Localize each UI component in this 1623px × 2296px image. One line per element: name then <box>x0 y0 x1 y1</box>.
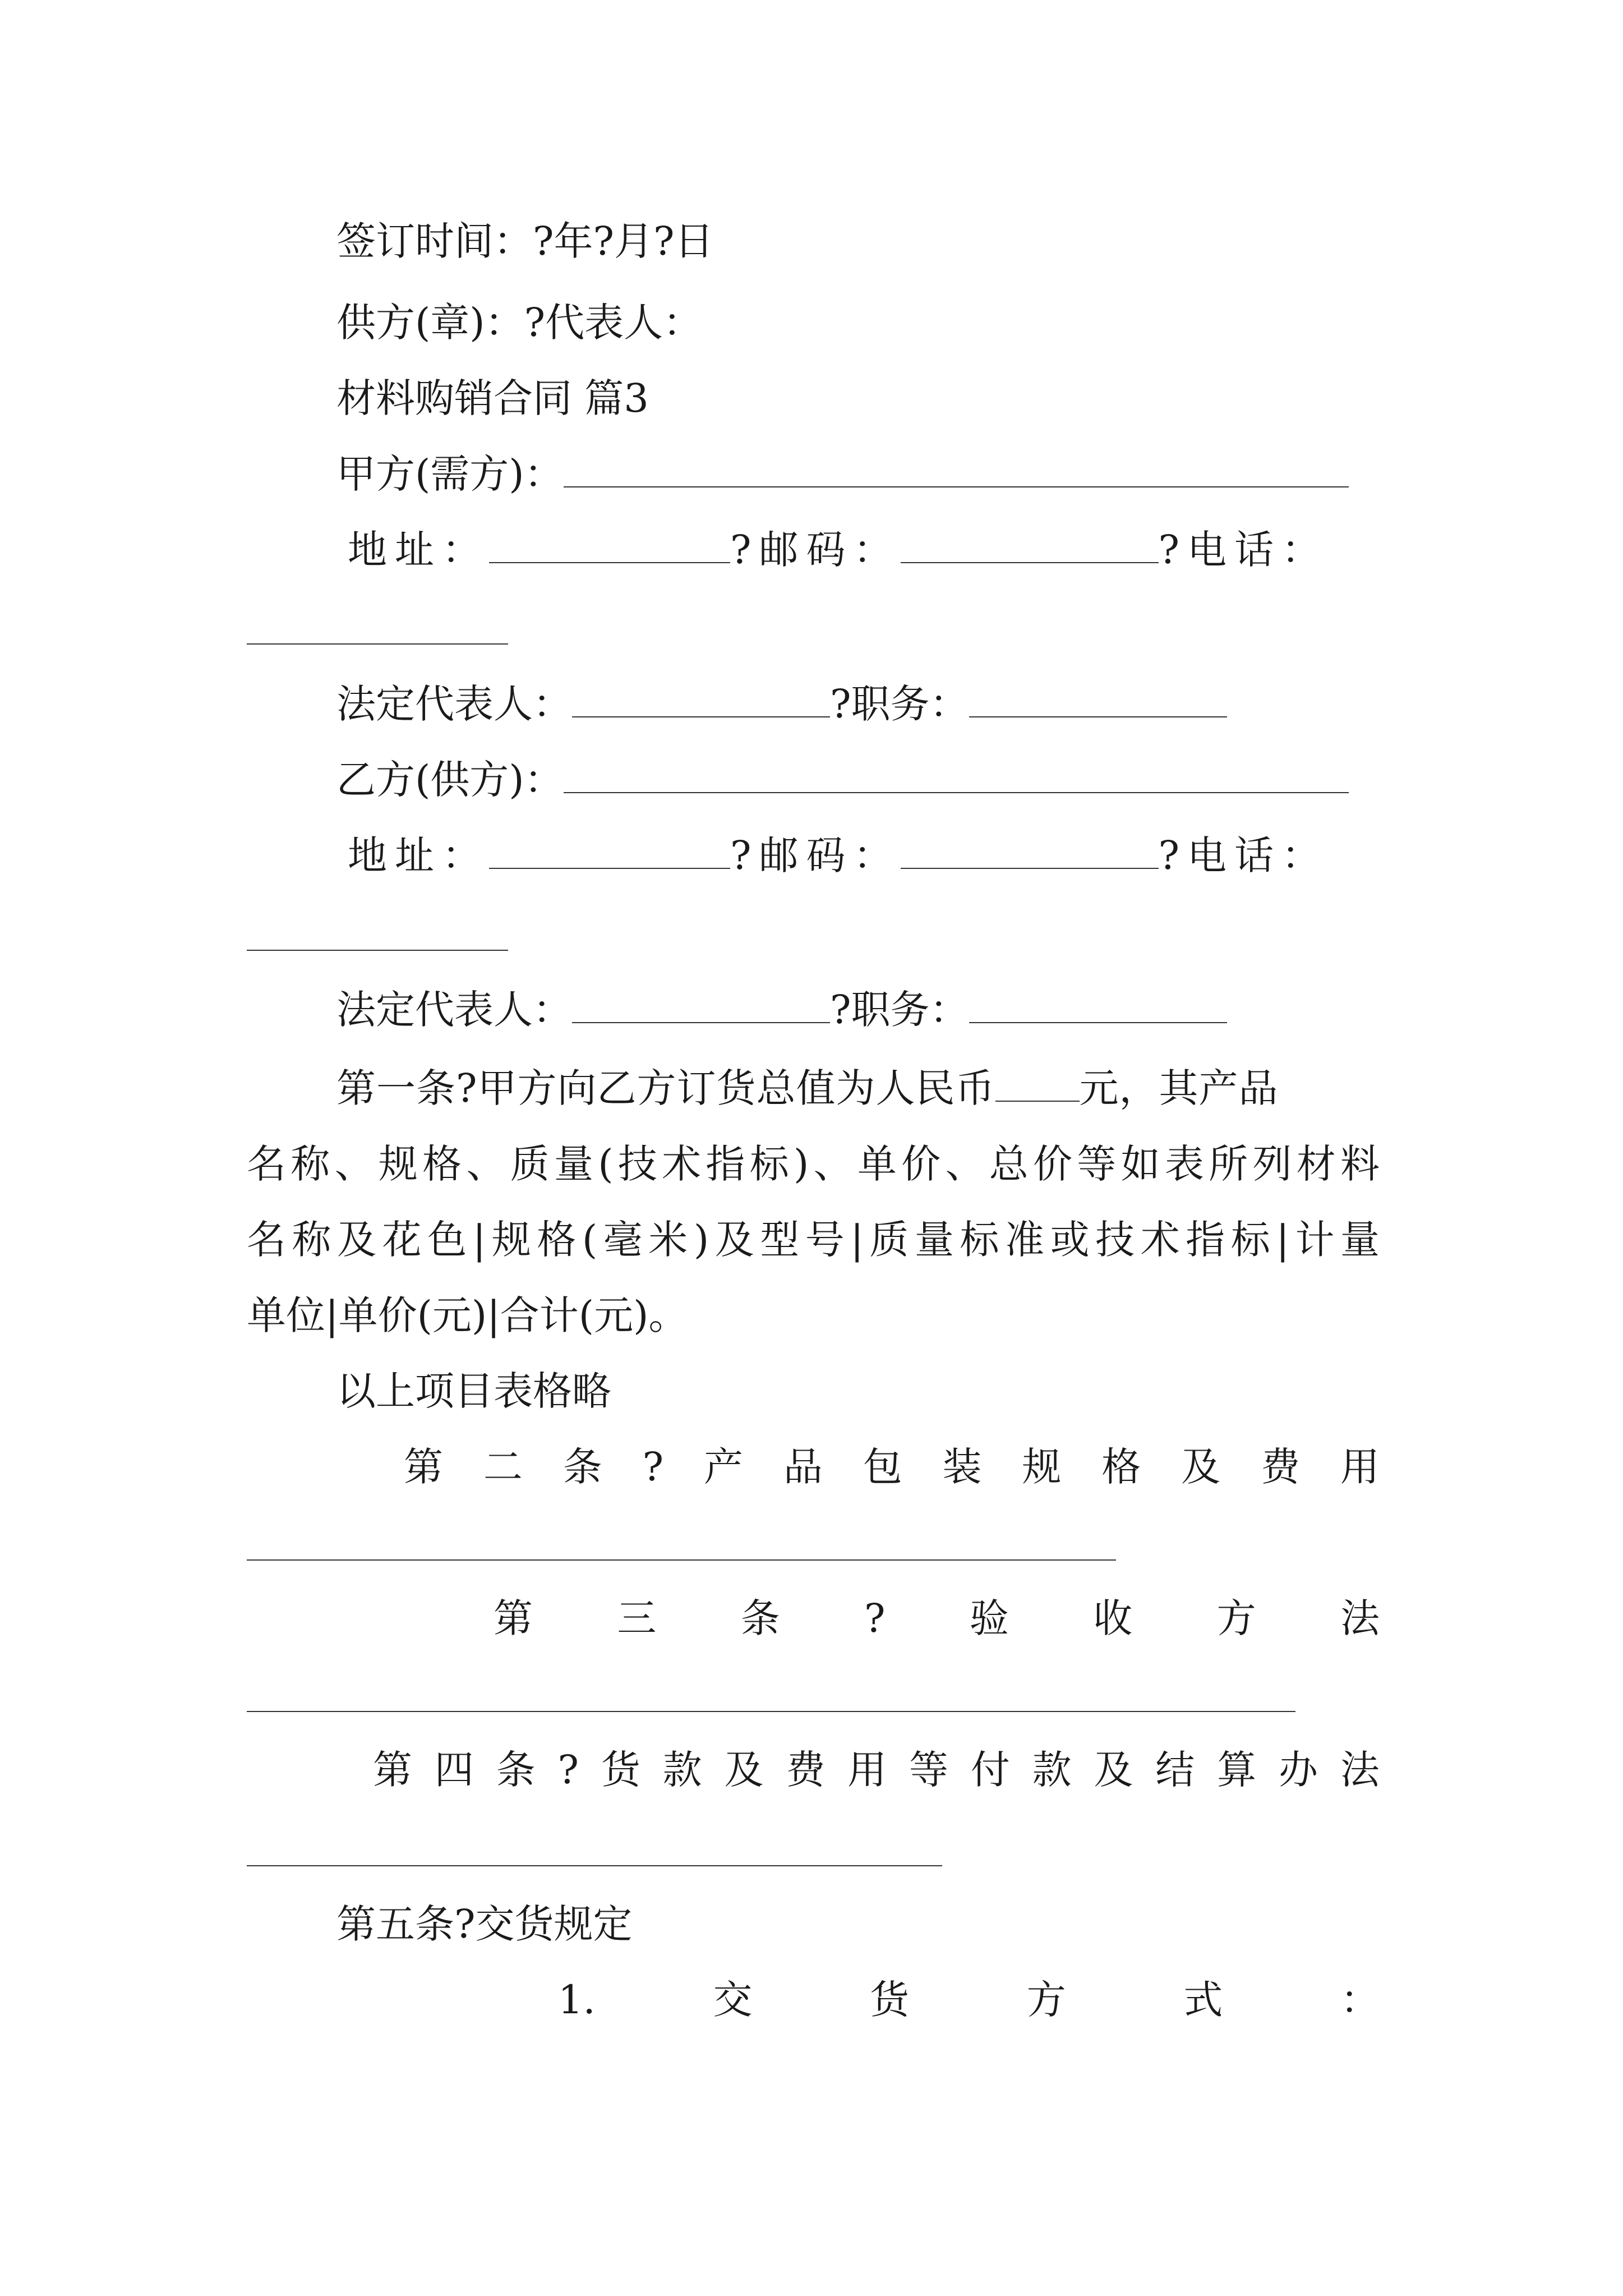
article-2-char-4: 产 <box>703 1444 743 1490</box>
article-3-char-0: 第 <box>494 1595 533 1641</box>
party-b-blank <box>564 757 1349 793</box>
article-2-char-6: 包 <box>863 1444 902 1490</box>
party-b-postcode-blank <box>901 833 1159 869</box>
article-2-spread <box>404 1442 1380 1492</box>
article-1-line-1 <box>336 1063 1279 1114</box>
article-4-char-9: 等 <box>909 1747 948 1793</box>
article-4-char-13: 结 <box>1155 1747 1195 1793</box>
article-4-char-10: 付 <box>970 1747 1010 1793</box>
party-a-label: 甲方(需方)： <box>336 451 564 497</box>
article-3-heading <box>494 1593 1380 1644</box>
article-4-blank <box>247 1865 942 1866</box>
article-4-char-5: 款 <box>662 1747 702 1793</box>
party-b-rep-blank <box>572 987 830 1023</box>
article-4-char-6: 及 <box>724 1747 764 1793</box>
article-1-text-a: 第一条?甲方向乙方订货总值为人民币 <box>336 1065 995 1111</box>
party-a-phone-label: ?电话： <box>1158 527 1329 573</box>
party-a-title-label: ?职务： <box>830 681 969 727</box>
article-3-char-6: 方 <box>1216 1595 1256 1641</box>
article-4-char-12: 及 <box>1094 1747 1133 1793</box>
delivery-label-char-1: 货 <box>870 1977 910 2023</box>
article-4-char-2: 条 <box>496 1747 536 1793</box>
delivery-label-char-4: ： <box>1340 1977 1380 2023</box>
party-a-rep-blank <box>572 682 830 717</box>
party-b-label: 乙方(供方)： <box>336 757 564 803</box>
party-b-title-label: ?职务： <box>830 987 969 1033</box>
article-2-char-0: 第 <box>404 1444 443 1490</box>
article-2-char-8: 规 <box>1022 1444 1062 1490</box>
party-a-blank <box>564 452 1349 487</box>
party-a-rep-line <box>336 679 1227 729</box>
party-b-address-label: 地址： <box>348 832 489 878</box>
party-b-rep-line <box>336 984 1227 1035</box>
article-4-char-11: 款 <box>1032 1747 1072 1793</box>
article-1-line-3: 名称及花色|规格(毫米)及型号|质量标准或技术指标|计量 <box>247 1217 1380 1263</box>
delivery-method-spread <box>558 1975 1380 2025</box>
article-2-char-3: ? <box>642 1444 664 1490</box>
party-a-address-blank <box>489 527 730 563</box>
party-a-title-blank <box>969 682 1227 717</box>
article-4-char-15: 办 <box>1278 1747 1318 1793</box>
article-2-char-10: 及 <box>1181 1444 1221 1490</box>
table-omitted-note: 以上项目表格略 <box>336 1368 611 1414</box>
party-a-line <box>336 449 1349 499</box>
article-4-heading <box>373 1745 1380 1795</box>
article-4-char-3: ? <box>557 1747 579 1793</box>
article-2-heading <box>404 1442 1380 1492</box>
supplier-seal-line: 供方(章)：?代表人： <box>336 300 703 346</box>
party-b-phone-label: ?电话： <box>1158 832 1329 878</box>
article-3-char-1: 三 <box>617 1595 657 1641</box>
party-b-postcode-label: ?邮码： <box>730 832 901 878</box>
party-a-phone-blank <box>247 643 508 645</box>
contract-title: 材料购销合同 篇3 <box>336 375 649 421</box>
article-4-char-1: 四 <box>434 1747 474 1793</box>
article-3-char-2: 条 <box>740 1595 780 1641</box>
article-1-text-b: 元，其产品 <box>1079 1065 1279 1111</box>
party-b-title-blank <box>969 987 1227 1023</box>
article-4-char-8: 用 <box>847 1747 887 1793</box>
sign-time: 签订时间：?年?月?日 <box>336 218 714 264</box>
article-4-char-0: 第 <box>373 1747 412 1793</box>
party-b-phone-blank <box>247 950 508 951</box>
party-b-line <box>336 754 1349 805</box>
article-4-spread <box>373 1745 1380 1795</box>
article-1-amount-blank <box>995 1066 1080 1102</box>
article-1-line-2: 名称、规格、质量(技术指标)、单价、总价等如表所列材料 <box>247 1141 1380 1187</box>
article-4-char-14: 算 <box>1217 1747 1257 1793</box>
article-2-char-7: 装 <box>942 1444 982 1490</box>
article-2-char-9: 格 <box>1101 1444 1141 1490</box>
article-5-heading: 第五条?交货规定 <box>336 1901 633 1947</box>
party-a-contact-line <box>348 524 1329 575</box>
article-3-char-4: 验 <box>969 1595 1009 1641</box>
article-2-char-1: 二 <box>483 1444 523 1490</box>
article-3-char-7: 法 <box>1340 1595 1380 1641</box>
delivery-label-char-0: 交 <box>713 1977 753 2023</box>
article-4-char-4: 货 <box>601 1747 640 1793</box>
article-2-char-11: 费 <box>1260 1444 1300 1490</box>
article-3-blank <box>247 1711 1295 1712</box>
party-b-rep-label: 法定代表人： <box>336 987 572 1033</box>
article-4-char-16: 法 <box>1340 1747 1380 1793</box>
article-3-char-3: ? <box>864 1595 886 1641</box>
article-2-char-2: 条 <box>562 1444 602 1490</box>
party-a-postcode-label: ?邮码： <box>730 527 901 573</box>
article-2-char-5: 品 <box>783 1444 823 1490</box>
party-a-address-label: 地址： <box>348 527 489 573</box>
party-a-rep-label: 法定代表人： <box>336 681 572 727</box>
delivery-label-char-2: 方 <box>1026 1977 1066 2023</box>
article-1-line-4: 单位|单价(元)|合计(元)。 <box>247 1292 688 1338</box>
party-a-postcode-blank <box>901 527 1159 563</box>
article-2-blank <box>247 1559 1116 1561</box>
delivery-number: 1. <box>558 1977 596 2023</box>
article-2-char-12: 用 <box>1340 1444 1380 1490</box>
delivery-method-line <box>558 1975 1380 2025</box>
party-b-address-blank <box>489 833 730 869</box>
party-b-contact-line <box>348 830 1329 881</box>
article-3-spread <box>494 1593 1380 1644</box>
article-3-char-5: 收 <box>1093 1595 1133 1641</box>
delivery-label-char-3: 式 <box>1183 1977 1223 2023</box>
article-4-char-7: 费 <box>786 1747 826 1793</box>
